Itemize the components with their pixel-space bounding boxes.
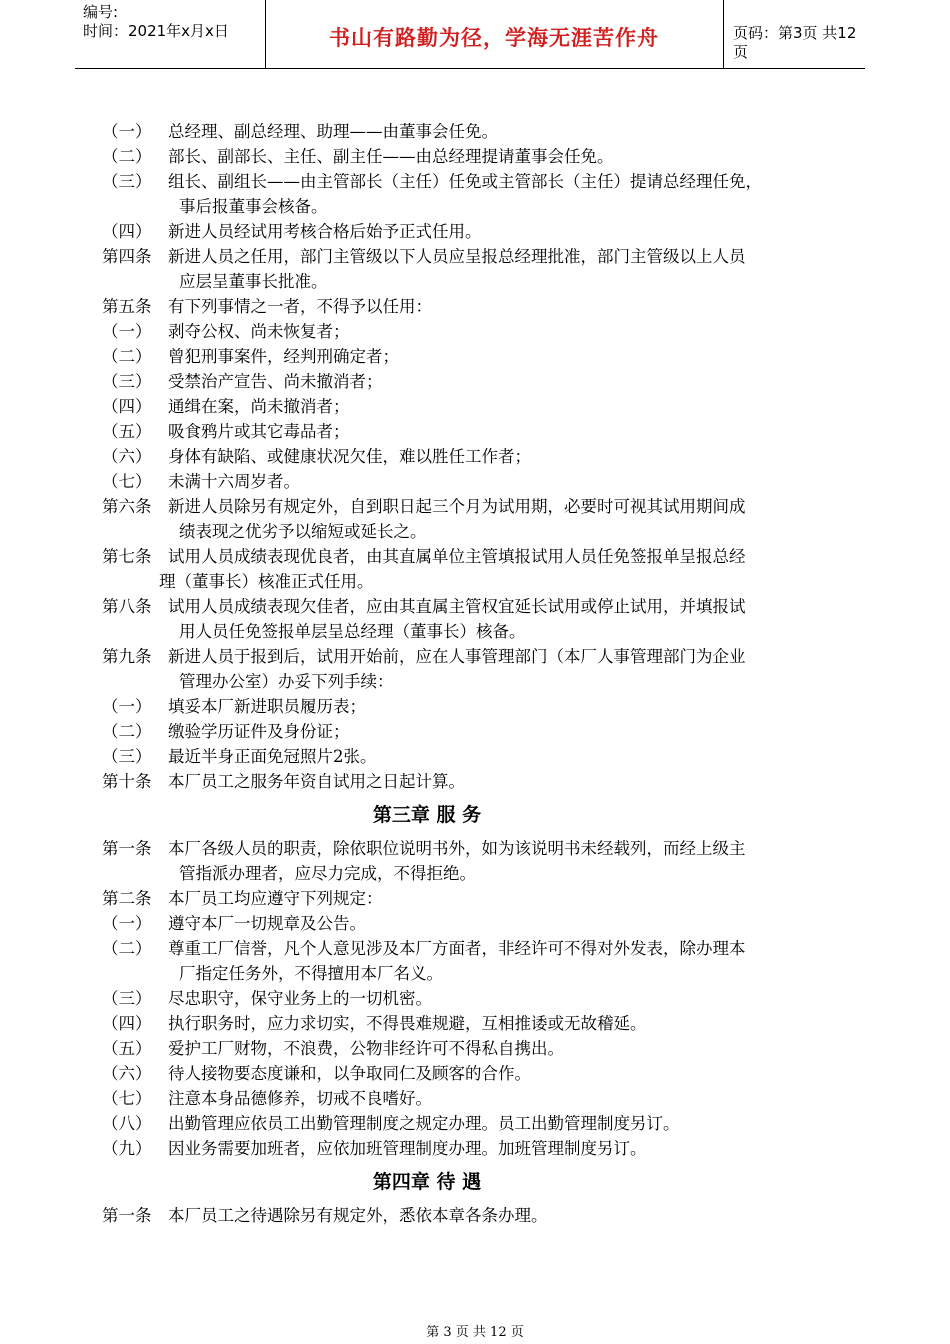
list-item <box>102 911 847 936</box>
line-text: 身体有缺陷、或健康状况欠佳，难以胜任工作者； <box>168 447 531 466</box>
continuation-line <box>102 669 847 694</box>
list-item <box>102 1086 847 1111</box>
line-text: 新进人员经试用考核合格后始予正式任用。 <box>168 222 482 241</box>
line-text: 吸食鸦片或其它毒品者； <box>168 422 350 441</box>
line-text: 剥夺公权、尚未恢复者； <box>168 322 350 341</box>
line-text: 缴验学历证件及身份证； <box>168 722 350 741</box>
list-item <box>102 369 847 394</box>
article-line <box>102 836 847 861</box>
line-text: 出勤管理应依员工出勤管理制度之规定办理。员工出勤管理制度另订。 <box>168 1114 680 1133</box>
list-item <box>102 986 847 1011</box>
line-text: 本厂各级人员的职责，除依职位说明书外，如为该说明书未经载列，而经上级主 <box>168 839 746 858</box>
document-body <box>102 119 847 1228</box>
line-text: 本厂员工之待遇除另有规定外，悉依本章各条办理。 <box>168 1206 548 1225</box>
line-text: 未满十六周岁者。 <box>168 472 300 491</box>
continuation-line <box>102 194 847 219</box>
line-text: 用人员任免签报单层呈总经理（董事长）核备。 <box>179 622 526 641</box>
line-text: 受禁治产宣告、尚未撤消者； <box>168 372 383 391</box>
list-item <box>102 1136 847 1161</box>
article-number: 第二条 <box>102 889 152 908</box>
line-text: 执行职务时，应力求切实，不得畏难规避，互相推诿或无故稽延。 <box>168 1014 647 1033</box>
line-text: 注意本身品德修养，切戒不良嗜好。 <box>168 1089 432 1108</box>
article-line <box>102 294 847 319</box>
line-text: 组长、副组长——由主管部长（主任）任免或主管部长（主任）提请总经理任免， <box>168 172 762 191</box>
list-item <box>102 1036 847 1061</box>
chapter-heading: 第三章 服 务 <box>372 804 482 826</box>
line-text: 理（董事长）核准正式任用。 <box>159 572 374 591</box>
line-text: 试用人员成绩表现优良者，由其直属单位主管填报试用人员任免签报单呈报总经 <box>168 547 746 566</box>
list-item <box>102 169 847 194</box>
article-line <box>102 594 847 619</box>
article-number: 第八条 <box>102 597 152 616</box>
item-number: （二） <box>102 147 152 166</box>
document-number-label: 编号: <box>83 3 119 21</box>
line-text: 试用人员成绩表现欠佳者，应由其直属主管权宜延长试用或停止试用，并填报试 <box>168 597 746 616</box>
item-number: （三） <box>102 172 152 191</box>
article-number: 第六条 <box>102 497 152 516</box>
line-text: 本厂员工均应遵守下列规定： <box>168 889 383 908</box>
list-item <box>102 469 847 494</box>
item-number: （三） <box>102 989 152 1008</box>
line-text: 尽忠职守，保守业务上的一切机密。 <box>168 989 432 1008</box>
item-number: （一） <box>102 697 152 716</box>
item-number: （一） <box>102 914 152 933</box>
article-line <box>102 644 847 669</box>
line-text: 填妥本厂新进职员履历表； <box>168 697 366 716</box>
article-number: 第九条 <box>102 647 152 666</box>
line-text: 事后报董事会核备。 <box>179 197 328 216</box>
line-text: 待人接物要态度谦和，以争取同仁及顾客的合作。 <box>168 1064 531 1083</box>
document-date-label: 时间：2021年x月x日 <box>83 22 229 40</box>
line-text: 爱护工厂财物，不浪费，公物非经许可不得私自携出。 <box>168 1039 564 1058</box>
list-item <box>102 1111 847 1136</box>
list-item <box>102 744 847 769</box>
list-item <box>102 694 847 719</box>
article-line <box>102 886 847 911</box>
list-item <box>102 419 847 444</box>
line-text: 应层呈董事长批准。 <box>179 272 328 291</box>
header-motto-cell <box>265 0 724 68</box>
list-item <box>102 936 847 961</box>
continuation-line <box>102 269 847 294</box>
item-number: （五） <box>102 1039 152 1058</box>
list-item <box>102 119 847 144</box>
item-number: （八） <box>102 1114 152 1133</box>
continuation-line <box>102 619 847 644</box>
article-line <box>102 244 847 269</box>
list-item <box>102 394 847 419</box>
article-line <box>102 544 847 569</box>
item-number: （三） <box>102 747 152 766</box>
line-text: 新进人员除另有规定外，自到职日起三个月为试用期，必要时可视其试用期间成 <box>168 497 746 516</box>
header-page-cell <box>723 0 865 68</box>
item-number: （二） <box>102 347 152 366</box>
line-text: 遵守本厂一切规章及公告。 <box>168 914 366 933</box>
line-text: 管指派办理者，应尽力完成，不得拒绝。 <box>179 864 476 883</box>
line-text: 通缉在案，尚未撤消者； <box>168 397 350 416</box>
article-line <box>102 1203 847 1228</box>
article-number: 第十条 <box>102 772 152 791</box>
line-text: 最近半身正面免冠照片2张。 <box>168 747 377 766</box>
line-text: 总经理、副总经理、助理——由董事会任免。 <box>168 122 498 141</box>
item-number: （四） <box>102 222 152 241</box>
line-text: 本厂员工之服务年资自试用之日起计算。 <box>168 772 465 791</box>
header-left-cell <box>75 0 266 68</box>
item-number: （四） <box>102 397 152 416</box>
continuation-line <box>102 961 847 986</box>
line-text: 管理办公室）办妥下列手续： <box>179 672 394 691</box>
item-number: （二） <box>102 939 152 958</box>
article-number: 第一条 <box>102 839 152 858</box>
header-motto: 书山有路勤为径，学海无涯苦作舟 <box>329 26 659 50</box>
list-item <box>102 144 847 169</box>
item-number: （一） <box>102 122 152 141</box>
article-number: 第五条 <box>102 297 152 316</box>
line-text: 厂指定任务外，不得擅用本厂名义。 <box>179 964 443 983</box>
article-line <box>102 494 847 519</box>
item-number: （六） <box>102 1064 152 1083</box>
item-number: （七） <box>102 472 152 491</box>
item-number: （三） <box>102 372 152 391</box>
continuation-line <box>102 519 847 544</box>
item-number: （五） <box>102 422 152 441</box>
list-item <box>102 1011 847 1036</box>
list-item <box>102 1061 847 1086</box>
item-number: （四） <box>102 1014 152 1033</box>
list-item <box>102 719 847 744</box>
article-number: 第一条 <box>102 1206 152 1225</box>
list-item <box>102 344 847 369</box>
header-page-number: 页码：第3页 共12页 <box>733 24 857 61</box>
line-text: 曾犯刑事案件，经判刑确定者； <box>168 347 399 366</box>
line-text: 新进人员于报到后，试用开始前，应在人事管理部门（本厂人事管理部门为企业 <box>168 647 746 666</box>
continuation-line <box>102 569 847 594</box>
page-header <box>75 0 865 69</box>
item-number: （六） <box>102 447 152 466</box>
line-text: 有下列事情之一者，不得予以任用： <box>168 297 432 316</box>
list-item <box>102 219 847 244</box>
article-number: 第七条 <box>102 547 152 566</box>
page-footer: 第 3 页 共 12 页 <box>426 1325 524 1340</box>
line-text: 新进人员之任用，部门主管级以下人员应呈报总经理批准，部门主管级以上人员 <box>168 247 746 266</box>
item-number: （一） <box>102 322 152 341</box>
item-number: （七） <box>102 1089 152 1108</box>
article-line <box>102 769 847 794</box>
continuation-line <box>102 861 847 886</box>
article-number: 第四条 <box>102 247 152 266</box>
line-text: 绩表现之优劣予以缩短或延长之。 <box>179 522 427 541</box>
line-text: 部长、副部长、主任、副主任——由总经理提请董事会任免。 <box>168 147 614 166</box>
line-text: 尊重工厂信誉，凡个人意见涉及本厂方面者，非经许可不得对外发表，除办理本 <box>168 939 746 958</box>
line-text: 因业务需要加班者，应依加班管理制度办理。加班管理制度另订。 <box>168 1139 647 1158</box>
chapter-heading: 第四章 待 遇 <box>372 1171 482 1193</box>
item-number: （二） <box>102 722 152 741</box>
item-number: （九） <box>102 1139 152 1158</box>
list-item <box>102 444 847 469</box>
list-item <box>102 319 847 344</box>
